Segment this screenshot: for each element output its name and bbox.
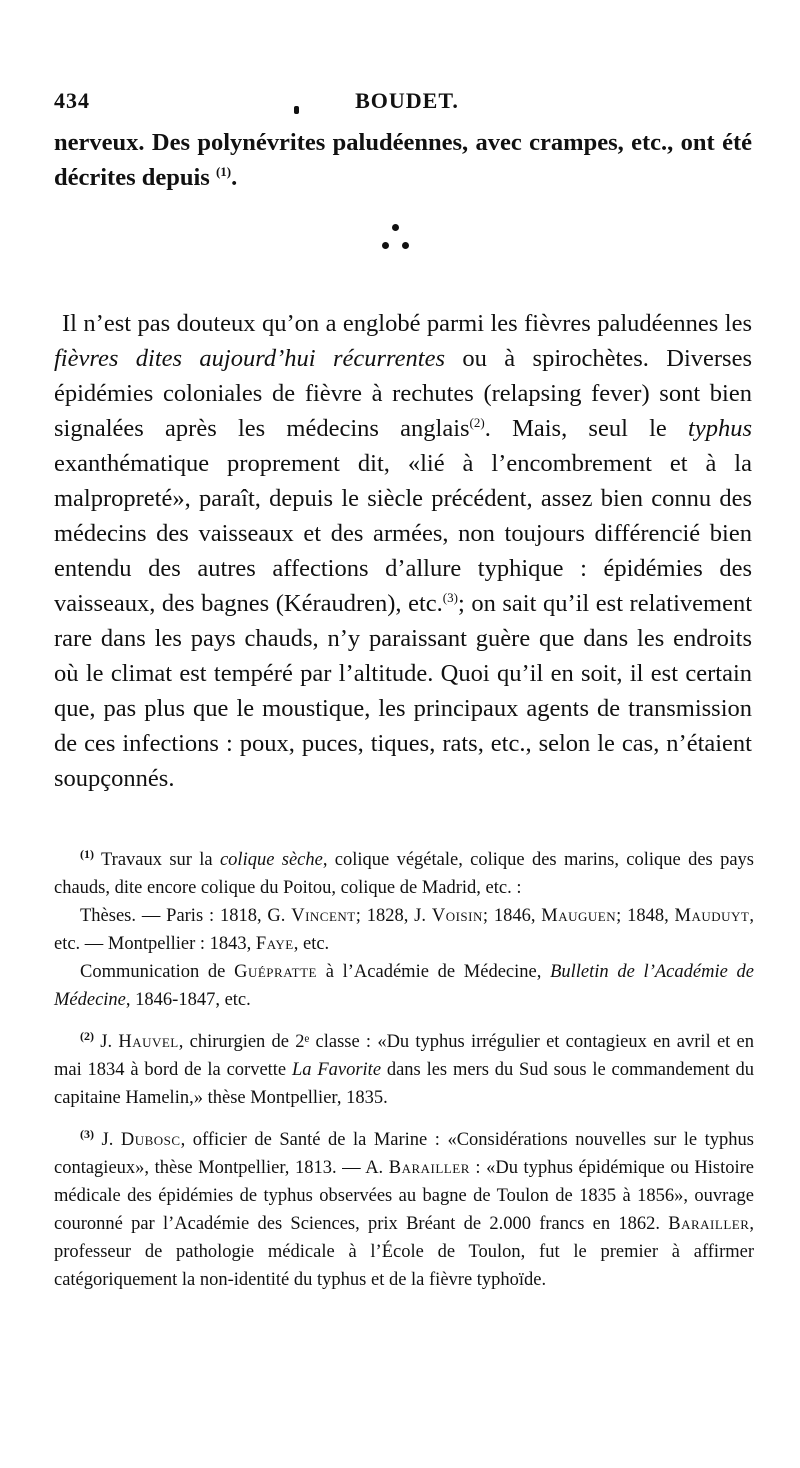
italic-term: typhus [688,415,752,442]
footnote-ref-1[interactable]: (1) [215,163,232,179]
italic-term: fièvres dites aujourd’hui récurrentes [54,345,446,372]
footnote-1: $^{(1)}$ Travaux sur la colique sèche, colique végétale, colique des marins, colique des pays chauds, dite encore colique du Poitou, colique de Madrid, etc. : Thèses. — Paris : 1818, G. Vincent; 1828, J. Voisin; 1846, Mauguen; 1848, Mauduyt, etc. — Montpellier : 1843, Faye, etc. Communication de Guépratte à l’Académie de Médecine, Bulletin de l’Académie de Médecine, 1846-1847, etc. [54,847,755,1011]
page-header [54,88,746,118]
footnote-2: $^{(2)}$ J. Hauvel, chirurgien de 2ᵉ classe : «Du typhus irrégulier et contagieux en avril et en mai 1834 à bord de la corvette La Favorite dans les mers du Sud sous le commandement du capitaine Hamelin,» thèse Montpellier, 1835. [54,1029,755,1109]
paragraph-continued: nerveux. Des polynévrites paludéennes, avec crampes, etc., ont été décrites depuis $^{(1)}$. [54,129,752,191]
running-head: BOUDET. [355,88,459,113]
asterism-star-top [392,224,399,231]
paragraph-text: nerveux. Des polynévrites paludéennes, avec crampes, etc., ont été décrites depuis [54,129,752,191]
paragraph-typhus: Il n’est pas douteux qu’on a englobé parmi les fièvres paludéennes les fièvres dites aujourd’hui récurrentes ou à spirochètes. Diverses épidémies coloniales de fièvre à rechutes (relapsing fever) sont bien signalées après les médecins anglais$^{(2)}$. Mais, seul le typhus exanthématique proprement dit, «lié à l’encombrement et à la malpropreté», paraît, depuis le siècle précédent, assez bien connu des médecins des vaisseaux et des armées, non toujours différencié bien entendu des autres affections d’allure typhique : épidémies des vaisseaux, des bagnes (Kéraudren), etc.$^{(3)}$; on sait qu’il est relativement rare dans les pays chauds, n’y paraissant guère que dans les endroits où le climat est tempéré par l’altitude. Quoi qu’il en soit, il est certain que, pas plus que le moustique, les principaux agents de transmission de ces infections : poux, puces, tiques, rats, etc., selon le cas, n’étaient soupçonnés. [54,310,752,792]
footnote-marker: (2) [80,1029,94,1044]
asterism-star-right [402,242,409,249]
footnote-ref-2[interactable]: (2) [469,414,485,430]
footnotes [54,840,754,1302]
footnote-ref-3[interactable]: (3) [442,589,458,605]
footnote-marker: (3) [80,1127,94,1142]
section-asterism [370,212,420,262]
footnote-marker: (1) [80,847,94,861]
footnote-3: $^{(3)}$ J. Dubosc, officier de Santé de la Marine : «Considérations nouvelles sur le typhus contagieux», thèse Montpellier, 1813. — A. Barailler : «Du typhus épidémique ou Histoire médicale des épidémies de typhus observées au bagne de Toulon de 1835 à 1856», ouvrage couronné par l’Académie des Sciences, prix Bréant de 2.000 francs en 1862. Barailler, professeur de pathologie médicale à l’École de Toulon, fut le premier à affirmer catégoriquement la non-identité du typhus et de la fièvre typhoïde. [54,1127,754,1291]
page-number: 434 [54,88,90,113]
asterism-star-left [382,242,389,249]
